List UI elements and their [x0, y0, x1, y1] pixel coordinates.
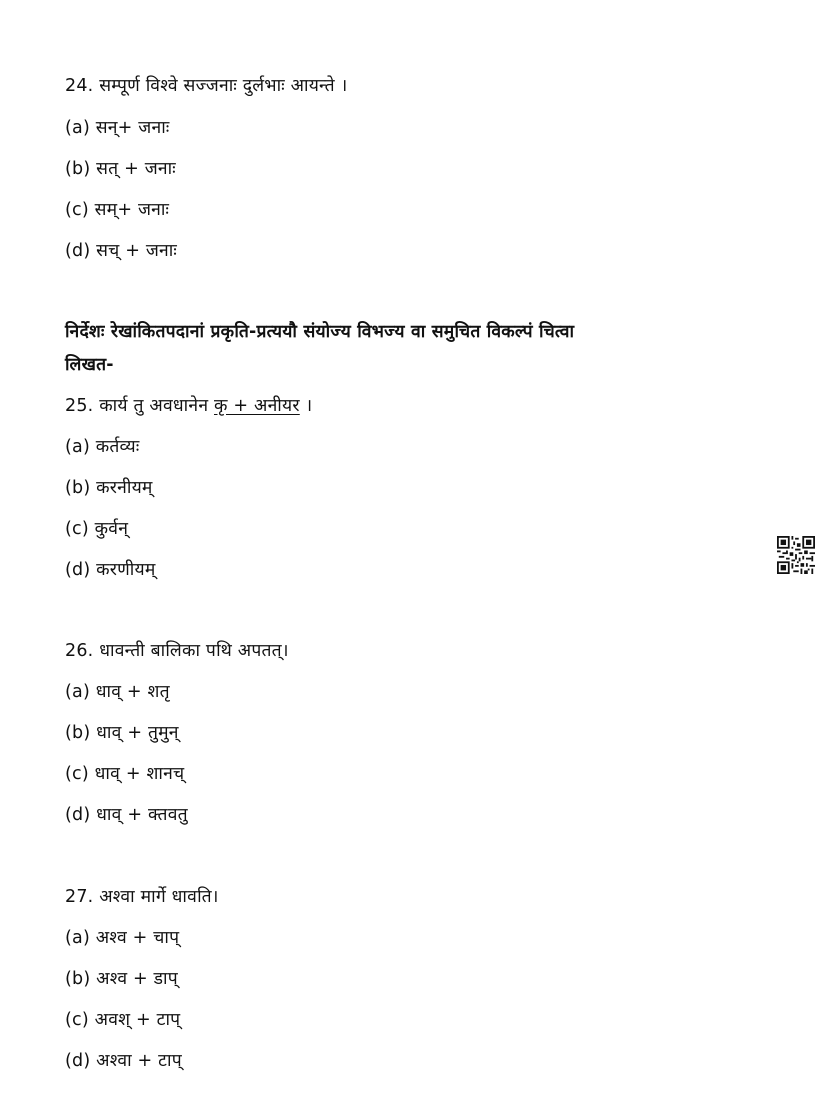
question-25-option-d: (d) करणीयम् — [65, 560, 156, 580]
question-27-option-d: (d) अश्वा + टाप् — [65, 1051, 182, 1071]
instruction-line-1: निर्देशः रेखांकितपदानां प्रकृति-प्रत्ययौ संयोज्य विभज्य वा समुचित विकल्पं चित्वा — [65, 322, 575, 342]
question-25-stem-end: । — [299, 396, 313, 416]
question-25-underlined-term: कृ + अनीयर — [214, 396, 300, 416]
question-27-option-b: (b) अश्व + डाप् — [65, 969, 178, 989]
question-24-option-b: (b) सत् + जनाः — [65, 159, 176, 179]
question-25-stem — [65, 394, 312, 418]
question-27-stem: 27. अश्वा मार्गे धावति। — [65, 887, 219, 907]
question-25-option-a: (a) कर्तव्यः — [65, 437, 140, 457]
question-26-option-a: (a) धाव् + शतृ — [65, 682, 170, 702]
question-24-option-c: (c) सम्+ जनाः — [65, 200, 170, 220]
question-24-stem: 24. सम्पूर्ण विश्वे सज्जनाः दुर्लभाः आयन्ते । — [65, 76, 348, 96]
question-25-stem-text: 25. कार्य तु अवधानेन — [65, 396, 214, 416]
question-24-option-d: (d) सच् + जनाः — [65, 241, 178, 261]
question-26-stem: 26. धावन्ती बालिका पथि अपतत्। — [65, 641, 289, 661]
instruction-line-2: लिखत- — [65, 355, 114, 375]
question-24-option-a: (a) सन्+ जनाः — [65, 118, 170, 138]
question-26-option-d: (d) धाव् + क्तवतु — [65, 805, 188, 825]
question-27-option-c: (c) अवश् + टाप् — [65, 1010, 181, 1030]
question-25-option-b: (b) करनीयम् — [65, 478, 153, 498]
question-26-option-b: (b) धाव् + तुमुन् — [65, 723, 179, 743]
qr-code-icon — [777, 536, 815, 574]
question-25-option-c: (c) कुर्वन् — [65, 519, 129, 539]
question-26-option-c: (c) धाव् + शानच् — [65, 764, 185, 784]
question-27-option-a: (a) अश्व + चाप् — [65, 928, 180, 948]
